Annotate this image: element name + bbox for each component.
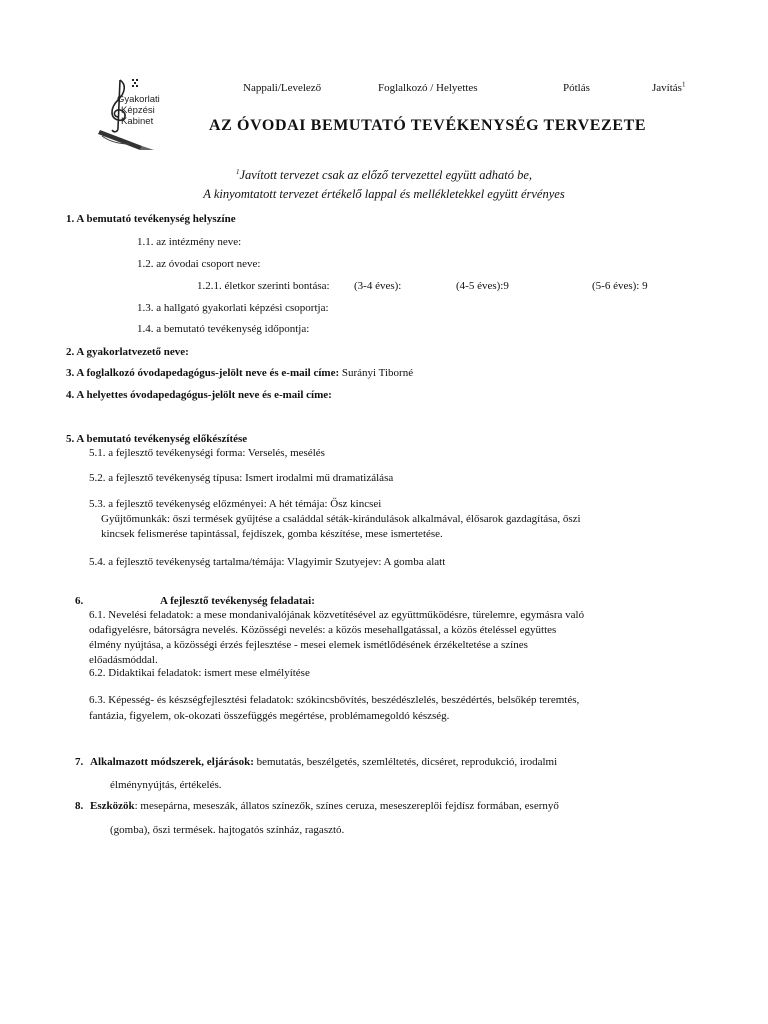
section-2-heading: 2. A gyakorlatvezető neve: xyxy=(66,346,189,358)
field-6-1-line-3: élmény nyújtása, a közösségi érzés fejlesztése - mesei elemek ismétlődésének érzékeltetése a színes xyxy=(89,639,528,651)
field-6-1-line-4: előadásmóddal. xyxy=(89,654,158,666)
logo-text: Gyakorlati Képzési Kabinet xyxy=(117,94,160,127)
field-5-4: 5.4. a fejlesztő tevékenység tartalma/témája: Vlagyimir Szutyejev: A gomba alatt xyxy=(89,556,446,568)
field-6-3-line-1: 6.3. Képesség- és készségfejlesztési feladatok: szókincsbővítés, beszédészlelés, beszédértés, belsőkép teremtés, xyxy=(89,694,580,706)
section-3: 3. A foglalkozó óvodapedagógus-jelölt neve és e-mail címe: Surányi Tiborné xyxy=(66,367,414,379)
section-7-number: 7. xyxy=(75,756,84,768)
pencil-icon xyxy=(98,130,154,150)
field-eletkor-bontas: 1.2.1. életkor szerinti bontása: xyxy=(197,280,330,292)
field-5-3-line-2: Gyűjtőmunkák: őszi termések gyűjtése a családdal séták-kirándulások alkalmával, élősarok gazdagítása, őszi xyxy=(101,513,581,525)
field-5-1: 5.1. a fejlesztő tevékenységi forma: Verselés, mesélés xyxy=(89,447,325,459)
field-intezmeny-neve: 1.1. az intézmény neve: xyxy=(137,236,242,248)
section-5-heading: 5. A bemutató tevékenység előkészítése xyxy=(66,433,248,445)
field-6-1-line-2: odafigyelésre, bátorságra nevelés. Közösségi nevelés: a közös mesehallgatással, a közös ételéssel együttes xyxy=(89,624,557,636)
option-potlas[interactable]: Pótlás xyxy=(563,82,590,94)
section-1-heading: 1. A bemutató tevékenység helyszíne xyxy=(66,213,236,225)
option-foglalkozo-helyettes[interactable]: Foglalkozó / Helyettes xyxy=(378,82,478,94)
field-6-2: 6.2. Didaktikai feladatok: ismert mese elmélyítése xyxy=(89,667,310,679)
age-4-5: (4-5 éves):9 xyxy=(456,280,509,292)
field-6-1-line-1: 6.1. Nevelési feladatok: a mese mondanivalójának közvetítésével az együttműködésre, türelemre, egymásra való xyxy=(89,609,585,621)
field-kepzesi-csoport: 1.3. a hallgató gyakorlati képzési csoportja: xyxy=(137,302,329,314)
field-idopont: 1.4. a bemutató tevékenység időpontja: xyxy=(137,323,310,335)
age-5-6: (5-6 éves): 9 xyxy=(592,280,648,292)
field-6-3-line-2: fantázia, figyelem, ok-okozati összefüggés megértése, problémamegoldó készség. xyxy=(89,710,450,722)
option-javitas[interactable]: Javítás$^1$ xyxy=(652,80,686,94)
field-5-3: 5.3. a fejlesztő tevékenység előzményei: A hét témája: Ősz kincsei xyxy=(89,498,382,510)
field-5-3-line-3: kincsek felismerése tapintással, fejdíszek, gomba készítése, mese ismertetése. xyxy=(101,528,443,540)
page-title: AZ ÓVODAI BEMUTATÓ TEVÉKENYSÉG TERVEZETE xyxy=(209,117,647,134)
age-3-4: (3-4 éves): xyxy=(354,280,402,292)
section-7-line-2: élménynyújtás, értékelés. xyxy=(110,779,222,791)
field-csoport-neve: 1.2. az óvodai csoport neve: xyxy=(137,258,261,270)
option-nappali-levelezo[interactable]: Nappali/Levelező xyxy=(243,82,322,94)
grid-dots-icon xyxy=(132,79,138,87)
section-6-heading: A fejlesztő tevékenység feladatai: xyxy=(160,595,315,607)
section-8-number: 8. xyxy=(75,800,84,812)
section-8: Eszközök: mesepárna, meseszák, állatos színezők, színes ceruza, meseszereplői fejdísz formában, esernyő xyxy=(90,800,559,812)
section-4-heading: 4. A helyettes óvodapedagógus-jelölt neve és e-mail címe: xyxy=(66,389,332,401)
section-6-number: 6. xyxy=(75,595,84,607)
note-line-1: $^1$Javított tervezet csak az előző tervezettel együtt adható be, xyxy=(235,167,533,182)
section-7: Alkalmazott módszerek, eljárások: bemutatás, beszélgetés, szemléltetés, dicséret, reprodukció, irodalmi xyxy=(90,756,558,768)
field-5-2: 5.2. a fejlesztő tevékenység típusa: Ismert irodalmi mű dramatizálása xyxy=(89,472,394,484)
section-8-line-2: (gomba), őszi termések. hajtogatós színház, ragasztó. xyxy=(110,824,345,836)
note-line-2: A kinyomtatott tervezet értékelő lappal és mellékletekkel együtt érvényes xyxy=(203,187,565,201)
